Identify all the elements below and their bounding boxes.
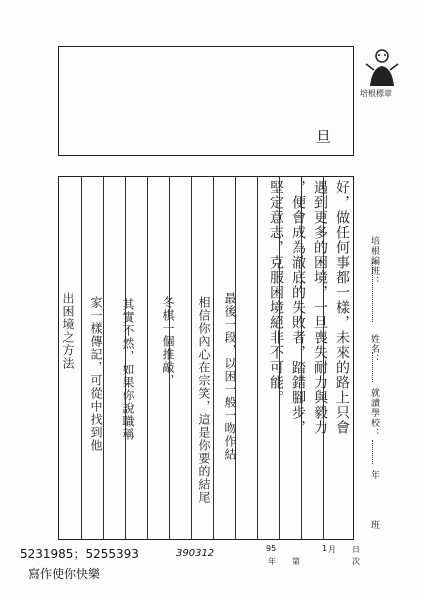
day-label: 日 xyxy=(352,545,360,554)
grid-line xyxy=(213,177,214,539)
class-name-line xyxy=(372,262,373,322)
phone-numbers: 5231985；5255393 xyxy=(20,547,139,561)
month-value: 1 xyxy=(322,544,328,553)
essay-line-3: ，便會成為澈底的失敗者，踏錯腳步， xyxy=(290,180,306,435)
grid-line xyxy=(257,177,258,539)
grid-line xyxy=(191,177,192,539)
name-label: 姓名： xyxy=(369,334,379,364)
slogan: 寫作使你快樂 xyxy=(28,567,101,581)
class-label: 班 xyxy=(369,520,379,530)
year-label: 年 xyxy=(268,557,276,566)
sheet-code: 390312 xyxy=(176,548,215,559)
class-name-label: 培根編班： xyxy=(369,236,379,286)
logo-icon xyxy=(362,46,402,94)
grade-label: 年 xyxy=(369,470,379,480)
essay-line-2: 遇到更多的困境，一旦喪失耐力與毅力 xyxy=(312,180,328,435)
name-line xyxy=(372,352,373,382)
school-line xyxy=(372,440,373,464)
year-value: 95 xyxy=(266,544,277,553)
comment-line-6: 出困境之方法 xyxy=(61,292,75,370)
essay-line-4: 堅定意志，克服困境絕非不可能。 xyxy=(268,180,284,405)
page-label: 第 xyxy=(292,557,300,566)
school-label: 就讀學校： xyxy=(369,388,379,438)
comment-box xyxy=(58,46,354,156)
logo-caption: 培根標章 xyxy=(360,89,392,98)
essay-line-1: 好，做任何事都一樣，未來的路上只會 xyxy=(334,180,350,435)
comment-line-4: 其實不然，如果你說職稱 xyxy=(121,298,135,441)
comment-line-2: 相信你內心在宗笑，這是你要的結尾 xyxy=(197,296,211,504)
grid-line xyxy=(147,177,148,539)
comment-line-3: 冬棋一個推敲， xyxy=(161,296,175,387)
comment-line-5: 家一樣傳記，可從中找到他 xyxy=(89,296,103,452)
times-label: 次 xyxy=(352,557,360,566)
score-mark: 旦 xyxy=(315,128,331,146)
month-label: 月 xyxy=(328,545,336,554)
grid-line xyxy=(81,177,82,539)
comment-line-1: 最後一段，以困一般一吻作結 xyxy=(223,292,237,461)
